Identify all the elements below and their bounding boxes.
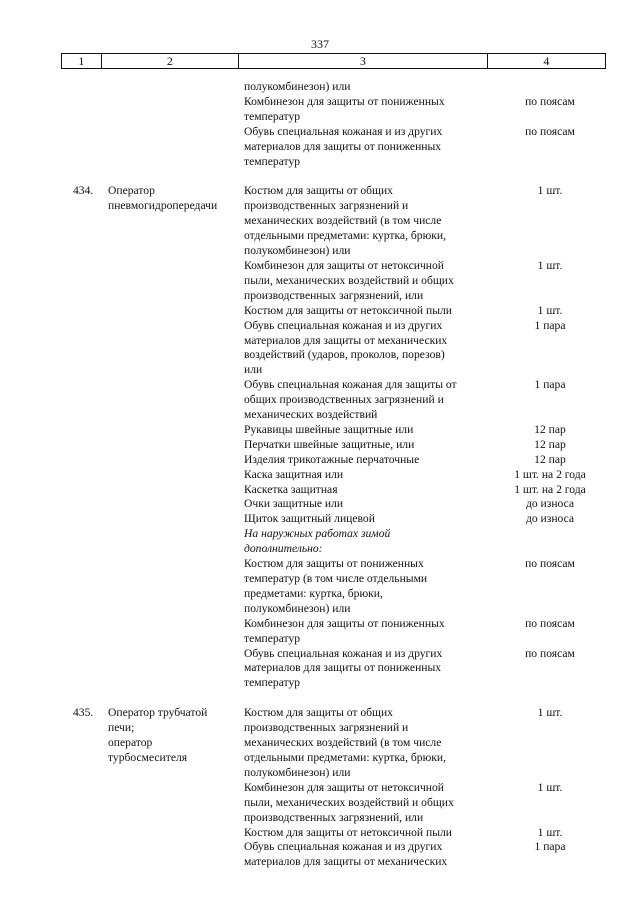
issue-norm: 1 шт. — [537, 184, 563, 198]
ppe-description — [244, 706, 490, 781]
issue-norm: по поясам — [525, 124, 575, 138]
column-header-4: 4 — [543, 54, 550, 68]
ppe-item — [0, 378, 640, 423]
ppe-description-line: Обувь специальная кожаная и из других — [244, 318, 443, 332]
ppe-description-line: механических воздействий — [244, 408, 378, 422]
profession-line: пневмогидропередачи — [108, 199, 218, 213]
ppe-description-line: отдельными предметами: куртка, брюки, — [244, 750, 446, 764]
column-header-3: 3 — [239, 54, 488, 68]
ppe-description-line: пыли, механических воздействий и общих — [244, 795, 454, 809]
issue-norm: 1 пара — [534, 378, 566, 392]
table-entry — [0, 706, 640, 870]
ppe-description-line: отдельными предметами: куртка, брюки, — [244, 229, 446, 243]
issue-norm: по поясам — [525, 557, 575, 571]
ppe-description-line: Костюм для защиты от нетоксичной пыли — [244, 303, 453, 317]
ppe-description-line: На наружных работах зимой — [244, 527, 391, 541]
issue-norm: по поясам — [525, 616, 575, 630]
page-number: 337 — [311, 37, 329, 51]
ppe-description — [244, 378, 490, 423]
ppe-description-line: температур — [244, 676, 301, 690]
column-header-2: 2 — [102, 54, 239, 68]
profession-line: оператор — [108, 736, 153, 750]
ppe-note — [244, 527, 490, 557]
ppe-description — [244, 95, 490, 125]
ppe-description-line: Рукавицы швейные защитные или — [244, 422, 414, 436]
ppe-description-line: Костюм для защиты от пониженных — [244, 557, 424, 571]
entry-spacer — [0, 169, 640, 184]
ppe-description-line: полукомбинезон) или — [244, 80, 351, 93]
issue-norm: 12 пар — [534, 437, 566, 451]
table-entry — [0, 184, 640, 691]
ppe-item — [0, 184, 640, 259]
ppe-description-line: производственных загрязнений и — [244, 199, 409, 213]
issue-norm: 12 пар — [534, 452, 566, 466]
ppe-item — [0, 304, 640, 319]
ppe-item — [0, 483, 640, 498]
ppe-description — [244, 304, 490, 319]
ppe-description-line: материалов для защиты от механических — [244, 855, 448, 869]
ppe-item — [0, 527, 640, 557]
ppe-description — [244, 647, 490, 692]
ppe-description — [244, 125, 490, 170]
ppe-description-line: Комбинезон для защиты от пониженных — [244, 616, 445, 630]
ppe-item — [0, 512, 640, 527]
ppe-description-line: пыли, механических воздействий и общих — [244, 273, 454, 287]
ppe-description — [244, 468, 490, 483]
ppe-description — [244, 438, 490, 453]
entry-spacer — [0, 691, 640, 706]
ppe-item — [0, 826, 640, 841]
ppe-description-line: полукомбинезон) или — [244, 601, 351, 615]
ppe-description-line: полукомбинезон) или — [244, 765, 351, 779]
ppe-description — [244, 617, 490, 647]
issue-norm: до износа — [525, 512, 575, 526]
ppe-description-line: Обувь специальная кожаная и из других — [244, 646, 443, 660]
table-column-header-row — [61, 53, 606, 69]
profession-line: Оператор трубчатой — [108, 706, 208, 720]
ppe-item — [0, 453, 640, 468]
issue-norm: 1 пара — [534, 318, 566, 332]
ppe-description-line: производственных загрязнений, или — [244, 288, 424, 302]
ppe-description-line: Костюм для защиты от нетоксичной пыли — [244, 825, 453, 839]
ppe-item — [0, 706, 640, 781]
ppe-description-line: воздействий (ударов, проколов, порезов) — [244, 348, 445, 362]
ppe-description-line: Обувь специальная кожаная и из других — [244, 124, 443, 138]
ppe-description — [244, 781, 490, 826]
ppe-description — [244, 497, 490, 512]
ppe-items — [0, 184, 640, 691]
profession-line: турбосмесителя — [108, 750, 188, 764]
ppe-description-line: производственных загрязнений, или — [244, 810, 424, 824]
ppe-description-line: механических воздействий (в том числе — [244, 736, 442, 750]
ppe-item — [0, 95, 640, 125]
ppe-description-line: механических воздействий (в том числе — [244, 214, 442, 228]
issue-norm: 12 пар — [534, 422, 566, 436]
profession-line: печи; — [108, 721, 135, 735]
ppe-description — [244, 840, 490, 870]
ppe-description-line: Обувь специальная кожаная и из других — [244, 840, 443, 854]
ppe-description-line: Костюм для защиты от общих — [244, 706, 393, 720]
issue-norm: 1 шт. — [537, 706, 563, 720]
ppe-description-line: материалов для защиты от пониженных — [244, 139, 442, 153]
ppe-description-line: материалов для защиты от пониженных — [244, 661, 442, 675]
ppe-description — [244, 319, 490, 379]
ppe-item — [0, 423, 640, 438]
ppe-description-line: температур (в том числе отдельными — [244, 572, 428, 585]
ppe-description — [244, 512, 490, 527]
ppe-item — [0, 319, 640, 379]
ppe-description-line: Щиток защитный лицевой — [244, 512, 375, 526]
ppe-description-line: Каскетка защитная — [244, 482, 338, 496]
ppe-description-line: Каска защитная или — [244, 467, 344, 481]
ppe-description-line: Очки защитные или — [244, 497, 344, 511]
column-header-1: 1 — [62, 54, 102, 68]
profession-line: Оператор — [108, 184, 155, 198]
ppe-description — [244, 259, 490, 304]
issue-norm: 1 шт. — [537, 825, 563, 839]
issue-norm: по поясам — [525, 646, 575, 660]
issue-norm: до износа — [525, 497, 575, 511]
issue-norm: 1 пара — [534, 840, 566, 854]
table-body — [0, 80, 640, 870]
ppe-item — [0, 468, 640, 483]
ppe-item — [0, 438, 640, 453]
ppe-description-line: общих производственных загрязнений и — [244, 393, 444, 407]
issue-norm: по поясам — [525, 94, 575, 108]
ppe-description-line: Комбинезон для защиты от пониженных — [244, 94, 445, 108]
ppe-description-line: температур — [244, 154, 301, 168]
table-entry — [0, 80, 640, 169]
ppe-description — [244, 184, 490, 259]
ppe-description-line: Перчатки швейные защитные, или — [244, 437, 415, 451]
issue-norm: 1 шт. — [537, 780, 563, 794]
ppe-item — [0, 781, 640, 826]
ppe-description-line: производственных загрязнений и — [244, 721, 409, 735]
ppe-item — [0, 647, 640, 692]
ppe-items — [0, 706, 640, 870]
ppe-description-line: температур — [244, 631, 301, 645]
ppe-description-line: Комбинезон для защиты от нетоксичной — [244, 780, 445, 794]
ppe-description — [244, 483, 490, 498]
ppe-description — [244, 423, 490, 438]
ppe-description — [244, 453, 490, 468]
ppe-description-line: Изделия трикотажные перчаточные — [244, 452, 420, 466]
ppe-description-line: Обувь специальная кожаная для защиты от — [244, 378, 457, 392]
ppe-description — [244, 826, 490, 841]
ppe-items — [0, 80, 640, 169]
ppe-description-line: температур — [244, 109, 301, 123]
ppe-description — [244, 557, 490, 617]
issue-norm: 1 шт. — [537, 258, 563, 272]
ppe-description-line: предметами: куртка, брюки, — [244, 586, 383, 600]
ppe-item — [0, 840, 640, 870]
ppe-item — [0, 125, 640, 170]
issue-norm: 1 шт. на 2 года — [514, 467, 586, 481]
entry-number: 435. — [73, 706, 94, 720]
ppe-item — [0, 497, 640, 512]
issue-norm: 1 шт. на 2 года — [514, 482, 586, 496]
ppe-item — [0, 80, 640, 95]
ppe-description-line: Костюм для защиты от общих — [244, 184, 393, 198]
ppe-item — [0, 557, 640, 617]
ppe-description — [244, 80, 490, 95]
entry-number: 434. — [73, 184, 94, 198]
ppe-item — [0, 617, 640, 647]
issue-norm: 1 шт. — [537, 303, 563, 317]
ppe-item — [0, 259, 640, 304]
ppe-description-line: или — [244, 363, 263, 377]
ppe-description-line: Комбинезон для защиты от нетоксичной — [244, 258, 445, 272]
ppe-description-line: дополнительно: — [244, 542, 323, 556]
ppe-description-line: полукомбинезон) или — [244, 244, 351, 258]
ppe-description-line: материалов для защиты от механических — [244, 333, 448, 347]
